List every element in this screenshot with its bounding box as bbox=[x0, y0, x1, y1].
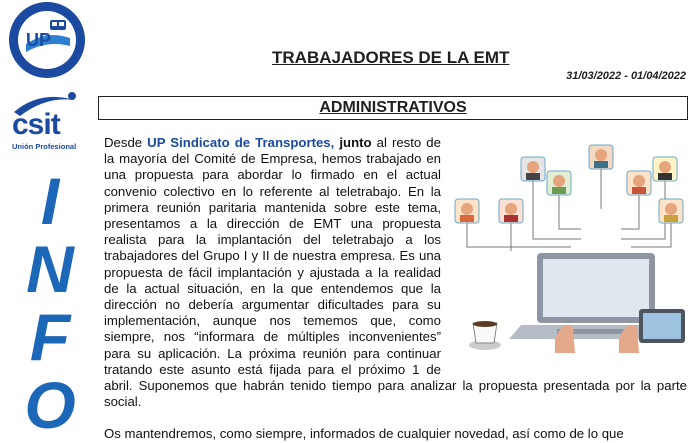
org-name: UP Sindicato de Transportes, bbox=[147, 135, 335, 150]
csit-logo bbox=[10, 90, 82, 154]
up-logo-text: UP bbox=[26, 30, 52, 50]
paragraph-2: Os mantendremos, como siempre, informados de cualquier novedad, así como de lo que bbox=[104, 426, 624, 442]
page-title: TRABAJADORES DE LA EMT bbox=[272, 48, 510, 67]
section-title: ADMINISTRATIVOS bbox=[319, 99, 467, 116]
info-letter-f: F bbox=[29, 300, 71, 374]
info-letter-o: O bbox=[24, 368, 76, 442]
coffee-cup-icon bbox=[469, 321, 501, 350]
avatar-group bbox=[455, 145, 683, 223]
info-letter-n: N bbox=[26, 232, 74, 306]
article-body bbox=[104, 135, 687, 443]
junto-word: junto bbox=[334, 135, 372, 150]
date-range: 31/03/2022 - 01/04/2022 bbox=[566, 70, 686, 82]
up-sindicato-logo bbox=[6, 0, 88, 80]
paragraph-1: al resto de la mayoría del Comité de Empresa, hemos trabajado en una propuesta para abordar lo firmado en el actual convenio colectivo en lo referente al teletrabajo. En la primera reunión paritaria mantenida sobre este tema, presentamos a la dirección de EMT una propuesta realista para la implantación del teletrabajo a los trabajadores del Grupo I y II de nuestra empresa. Es una propuesta de fácil implantación y ajustada a la realidad de la actual situación, en la que entendemos que la dirección no debería argumentar dificultades para su implementación, aunque nos tememos que, como siempre, nos “informara de múltiples inconvenientes” para su aplicación. La próxima reunión para continuar tratando este asunto está fijada para el próximo 1 de abril. Suponemos que habrán tenido tiempo para analizar la propuesta presentada por la parte social. bbox=[104, 135, 687, 410]
info-letter-i: I bbox=[40, 164, 60, 238]
tablet-icon bbox=[639, 309, 685, 343]
csit-logo-subtext: Unión Profesional bbox=[12, 142, 77, 151]
section-header bbox=[98, 96, 688, 120]
teleworking-illustration bbox=[451, 139, 687, 362]
intro-text: Desde bbox=[104, 135, 148, 150]
csit-logo-text: csit bbox=[12, 108, 60, 141]
